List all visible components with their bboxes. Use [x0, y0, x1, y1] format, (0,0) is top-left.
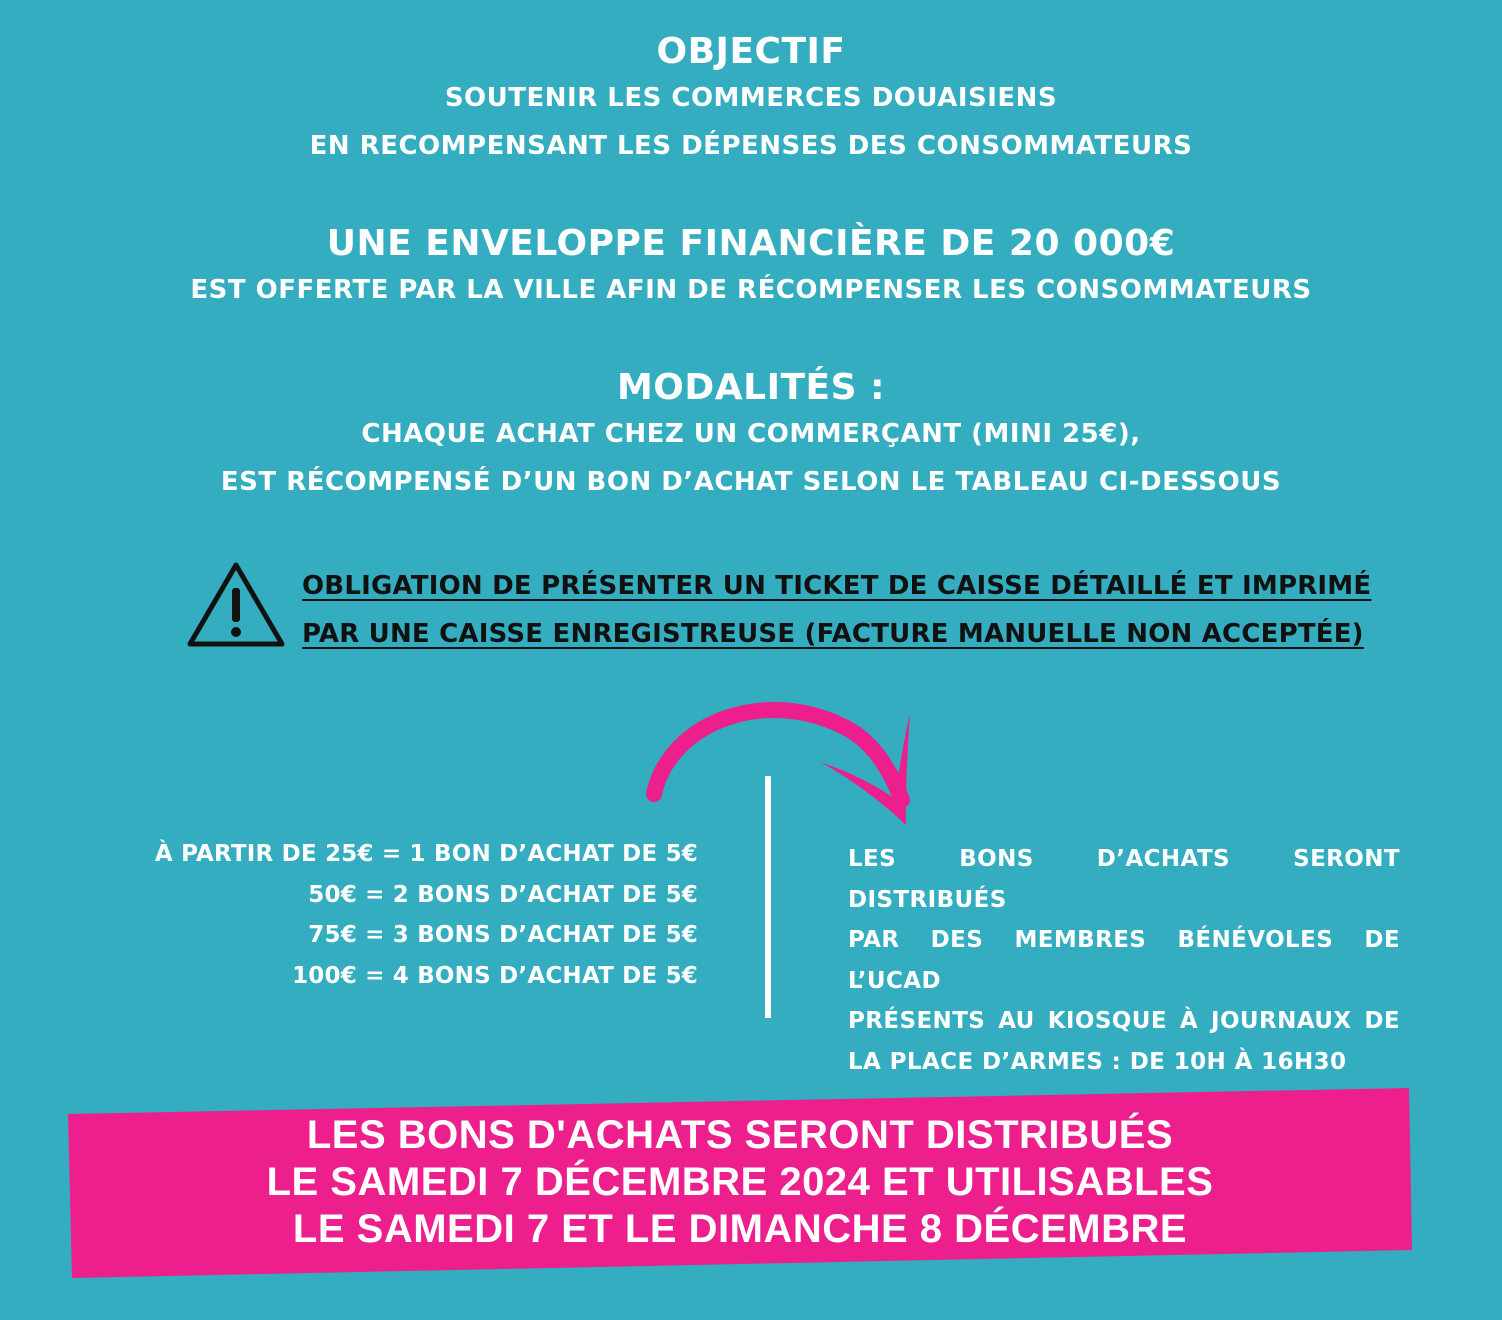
dates-banner — [68, 1088, 1412, 1278]
modalites-line-1: CHAQUE ACHAT CHEZ UN COMMERÇANT (MINI 25€), — [361, 419, 1141, 449]
objectif-line-1: SOUTENIR LES COMMERCES DOUAISIENS — [444, 83, 1058, 113]
distribution-line-4: LA PLACE D’ARMES : DE 10H À 16H30 — [848, 1048, 1347, 1075]
curved-arrow-icon — [640, 690, 930, 835]
distribution-line-3: PRÉSENTS AU KIOSQUE À JOURNAUX DE — [848, 1008, 1400, 1034]
reward-row: 100€ = 4 BONS D’ACHAT DE 5€ — [292, 962, 698, 989]
banner-line-1: LES BONS D'ACHATS SERONT DISTRIBUÉS — [306, 1113, 1174, 1157]
objectif-title: OBJECTIF — [656, 31, 846, 72]
enveloppe-title: UNE ENVELOPPE FINANCIÈRE DE 20 000€ — [326, 223, 1176, 264]
rewards-table — [130, 834, 698, 996]
warning-line-2: PAR UNE CAISSE ENREGISTREUSE (FACTURE MANUELLE NON ACCEPTÉE) — [302, 619, 1364, 649]
banner-text — [68, 1112, 1412, 1253]
modalites-line-2: EST RÉCOMPENSÉ D’UN BON D’ACHAT SELON LE TABLEAU CI-DESSOUS — [220, 467, 1282, 497]
warning-triangle-icon — [186, 560, 286, 648]
modalites-section — [0, 366, 1502, 506]
enveloppe-section — [0, 222, 1502, 314]
warning-notice — [186, 560, 1416, 652]
warning-line-1: OBLIGATION DE PRÉSENTER UN TICKET DE CAISSE DÉTAILLÉ ET IMPRIMÉ — [302, 571, 1372, 601]
banner-line-2: LE SAMEDI 7 DÉCEMBRE 2024 ET UTILISABLES — [266, 1160, 1214, 1204]
reward-row: 50€ = 2 BONS D’ACHAT DE 5€ — [308, 881, 698, 908]
warning-text — [302, 562, 1412, 658]
reward-row: À PARTIR DE 25€ = 1 BON D’ACHAT DE 5€ — [154, 841, 698, 867]
banner-line-3: LE SAMEDI 7 ET LE DIMANCHE 8 DÉCEMBRE — [292, 1207, 1188, 1251]
modalites-title: MODALITÉS : — [616, 367, 885, 408]
reward-row: 75€ = 3 BONS D’ACHAT DE 5€ — [308, 922, 698, 948]
distribution-line-1: LES BONS D’ACHATS SERONT DISTRIBUÉS — [848, 846, 1400, 913]
enveloppe-line-1: EST OFFERTE PAR LA VILLE AFIN DE RÉCOMPENSER LES CONSOMMATEURS — [190, 275, 1312, 305]
distribution-info — [848, 839, 1400, 1082]
objectif-section — [0, 30, 1502, 170]
objectif-line-2: EN RECOMPENSANT LES DÉPENSES DES CONSOMMATEURS — [309, 131, 1193, 161]
vertical-divider — [765, 776, 771, 1018]
distribution-line-2: PAR DES MEMBRES BÉNÉVOLES DE L’UCAD — [848, 927, 1400, 994]
